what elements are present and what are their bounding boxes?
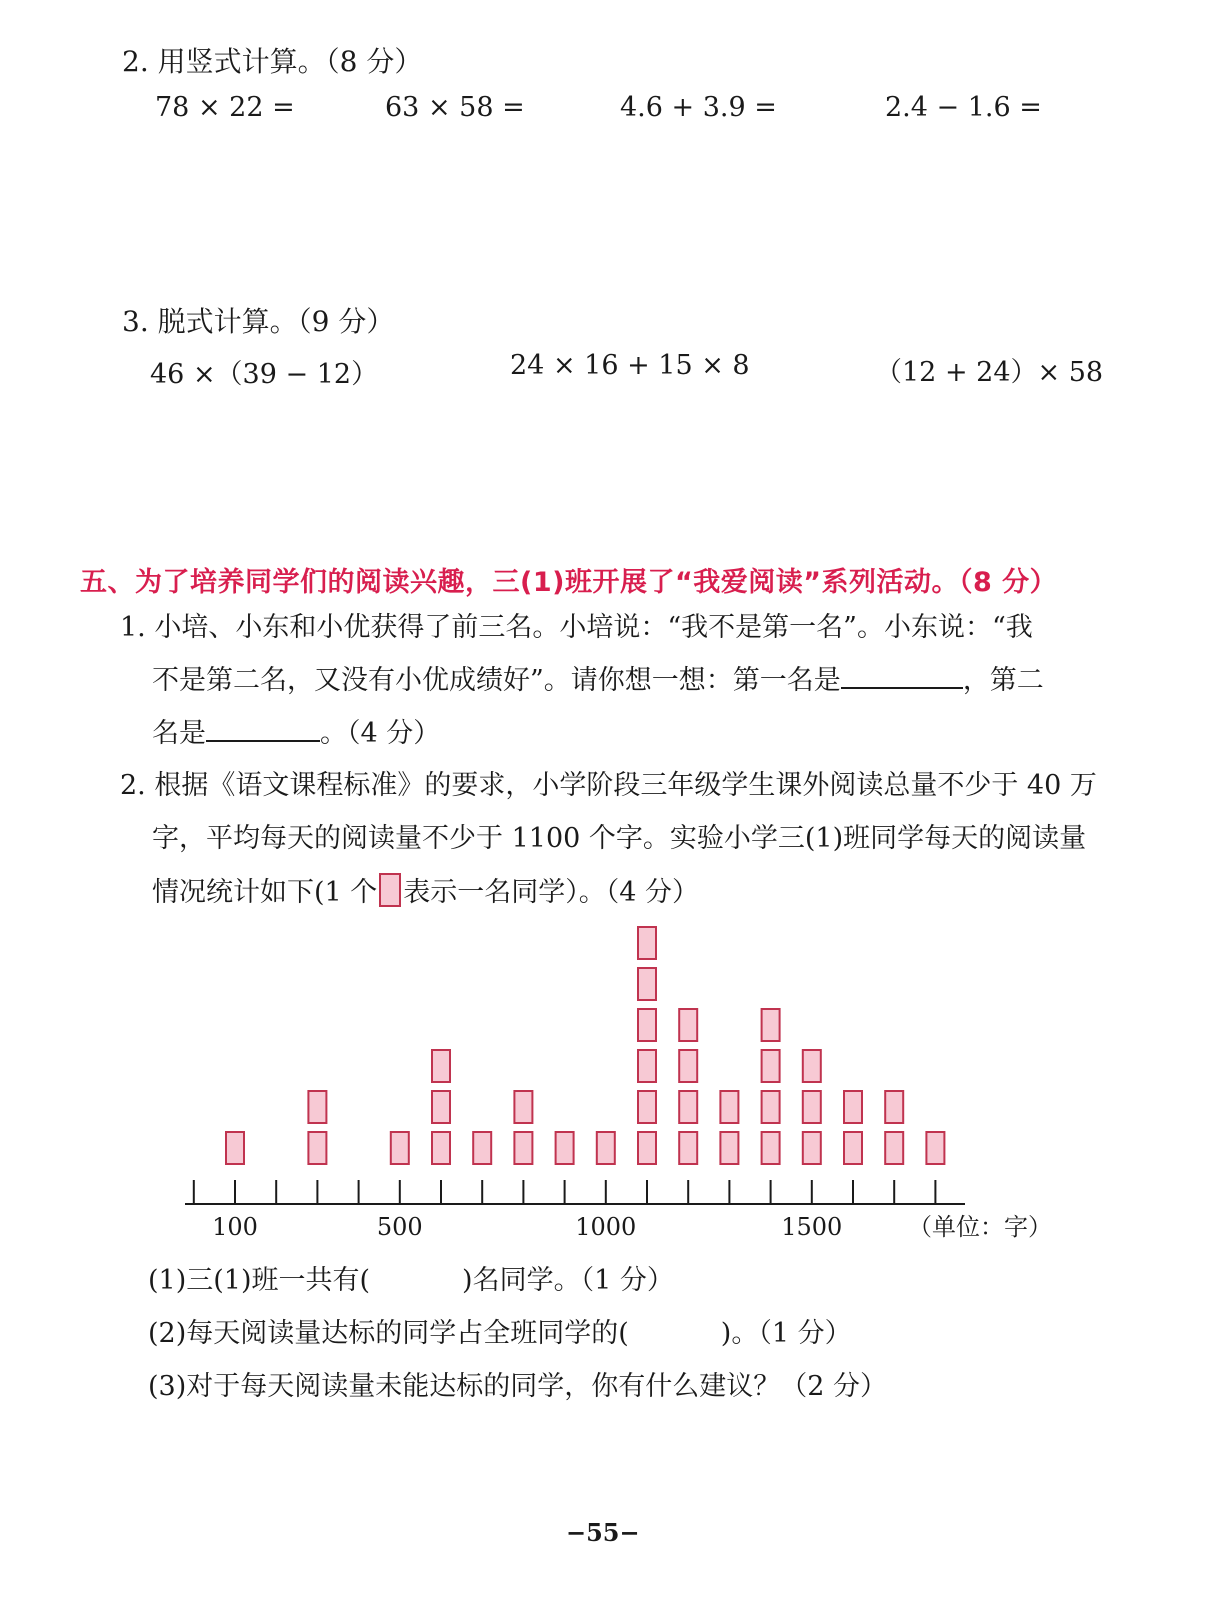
student-box-1100-4 — [638, 1009, 656, 1041]
student-box-1200-1 — [679, 1132, 697, 1164]
first-place-blank[interactable] — [841, 657, 963, 689]
item2-line3 — [152, 867, 699, 919]
item2-line1: 2. 根据《语文课程标准》的要求，小学阶段三年级学生课外阅读总量不少于 40 万 — [120, 770, 1097, 801]
student-box-1400-4 — [762, 1009, 780, 1041]
student-box-1700-1 — [885, 1132, 903, 1164]
student-box-1100-5 — [638, 968, 656, 1000]
sub2-tail: )。（1 分） — [720, 1318, 852, 1349]
student-box-1400-1 — [762, 1132, 780, 1164]
sub1-text: (1)三(1)班一共有( — [148, 1265, 371, 1296]
student-box-1100-2 — [638, 1091, 656, 1123]
student-box-1200-4 — [679, 1009, 697, 1041]
item1-line2-tail: ，第二 — [962, 665, 1044, 696]
student-box-1500-3 — [803, 1050, 821, 1082]
question-2-title: 2. 用竖式计算。（8 分） — [122, 45, 423, 78]
student-box-600-2 — [432, 1091, 450, 1123]
item1-line1: 1. 小培、小东和小优获得了前三名。小培说：“我不是第一名”。小东说：“我 — [120, 612, 1033, 643]
chart-ticks — [194, 1180, 936, 1204]
student-box-1800-1 — [926, 1132, 944, 1164]
expr-46x(39-12): 46 ×（39 − 12） — [150, 359, 379, 390]
student-box-1000-1 — [597, 1132, 615, 1164]
student-box-1500-1 — [803, 1132, 821, 1164]
second-place-blank[interactable] — [206, 710, 320, 742]
tick-label-1000: 1000 — [575, 1213, 637, 1241]
student-box-300-2 — [308, 1091, 326, 1123]
chart-bars — [226, 927, 944, 1164]
item2-line3-text: 情况统计如下(1 个 — [152, 877, 378, 908]
item1-line3 — [152, 708, 440, 760]
section-5-title: 五、为了培养同学们的阅读兴趣，三(1)班开展了“我爱阅读”系列活动。（8 分） — [80, 567, 1058, 598]
student-box-1400-3 — [762, 1050, 780, 1082]
sub-question-1 — [148, 1255, 674, 1307]
student-box-800-2 — [514, 1091, 532, 1123]
sub1-tail: )名同学。（1 分） — [462, 1265, 674, 1296]
tick-label-100: 100 — [212, 1213, 258, 1241]
page-number: −55− — [566, 1518, 640, 1547]
student-box-1400-2 — [762, 1091, 780, 1123]
expr-4.6+3.9: 4.6 + 3.9 = — [620, 92, 777, 123]
expr-24x16+15x8: 24 × 16 + 15 × 8 — [510, 350, 750, 381]
expr-(12+24)x58: （12 + 24）× 58 — [875, 357, 1104, 388]
student-box-900-1 — [556, 1132, 574, 1164]
question-3-title: 3. 脱式计算。（9 分） — [122, 305, 395, 338]
sub-question-2 — [148, 1308, 852, 1360]
legend-box-icon — [379, 873, 401, 907]
unit-label: （单位：字） — [908, 1213, 1052, 1241]
student-box-1700-2 — [885, 1091, 903, 1123]
item2-line2: 字，平均每天的阅读量不少于 1100 个字。实验小学三(1)班同学每天的阅读量 — [152, 823, 1087, 854]
tick-label-500: 500 — [376, 1213, 423, 1241]
student-box-1600-1 — [844, 1132, 862, 1164]
student-box-1300-2 — [720, 1091, 738, 1123]
student-box-1300-1 — [720, 1132, 738, 1164]
student-box-1600-2 — [844, 1091, 862, 1123]
student-box-500-1 — [391, 1132, 409, 1164]
student-box-700-1 — [473, 1132, 491, 1164]
expr-63x58: 63 × 58 = — [385, 92, 525, 123]
tick-label-1500: 1500 — [781, 1213, 843, 1241]
chart-tick-labels — [212, 1213, 842, 1241]
item2-line3-tail: 表示一名同学）。（4 分） — [403, 877, 700, 908]
sub2-text: (2)每天阅读量达标的同学占全班同学的( — [148, 1318, 629, 1349]
reading-chart — [150, 925, 1080, 1245]
item1-line3-text: 名是 — [152, 718, 206, 749]
student-box-1200-3 — [679, 1050, 697, 1082]
student-box-1100-3 — [638, 1050, 656, 1082]
item1-line2-text: 不是第二名，又没有小优成绩好”。请你想一想：第一名是 — [152, 665, 841, 696]
student-box-100-1 — [226, 1132, 244, 1164]
student-box-1100-6 — [638, 927, 656, 959]
student-box-1100-1 — [638, 1132, 656, 1164]
student-box-600-3 — [432, 1050, 450, 1082]
sub-question-3: (3)对于每天阅读量未能达标的同学，你有什么建议？（2 分） — [148, 1371, 888, 1402]
student-box-1500-2 — [803, 1091, 821, 1123]
expr-78x22: 78 × 22 = — [155, 92, 295, 123]
expr-2.4-1.6: 2.4 − 1.6 = — [885, 92, 1042, 123]
student-box-300-1 — [308, 1132, 326, 1164]
student-box-600-1 — [432, 1132, 450, 1164]
item1-line2 — [152, 655, 1044, 707]
item1-line3-tail: 。（4 分） — [320, 718, 441, 749]
student-box-800-1 — [514, 1132, 532, 1164]
student-box-1200-2 — [679, 1091, 697, 1123]
